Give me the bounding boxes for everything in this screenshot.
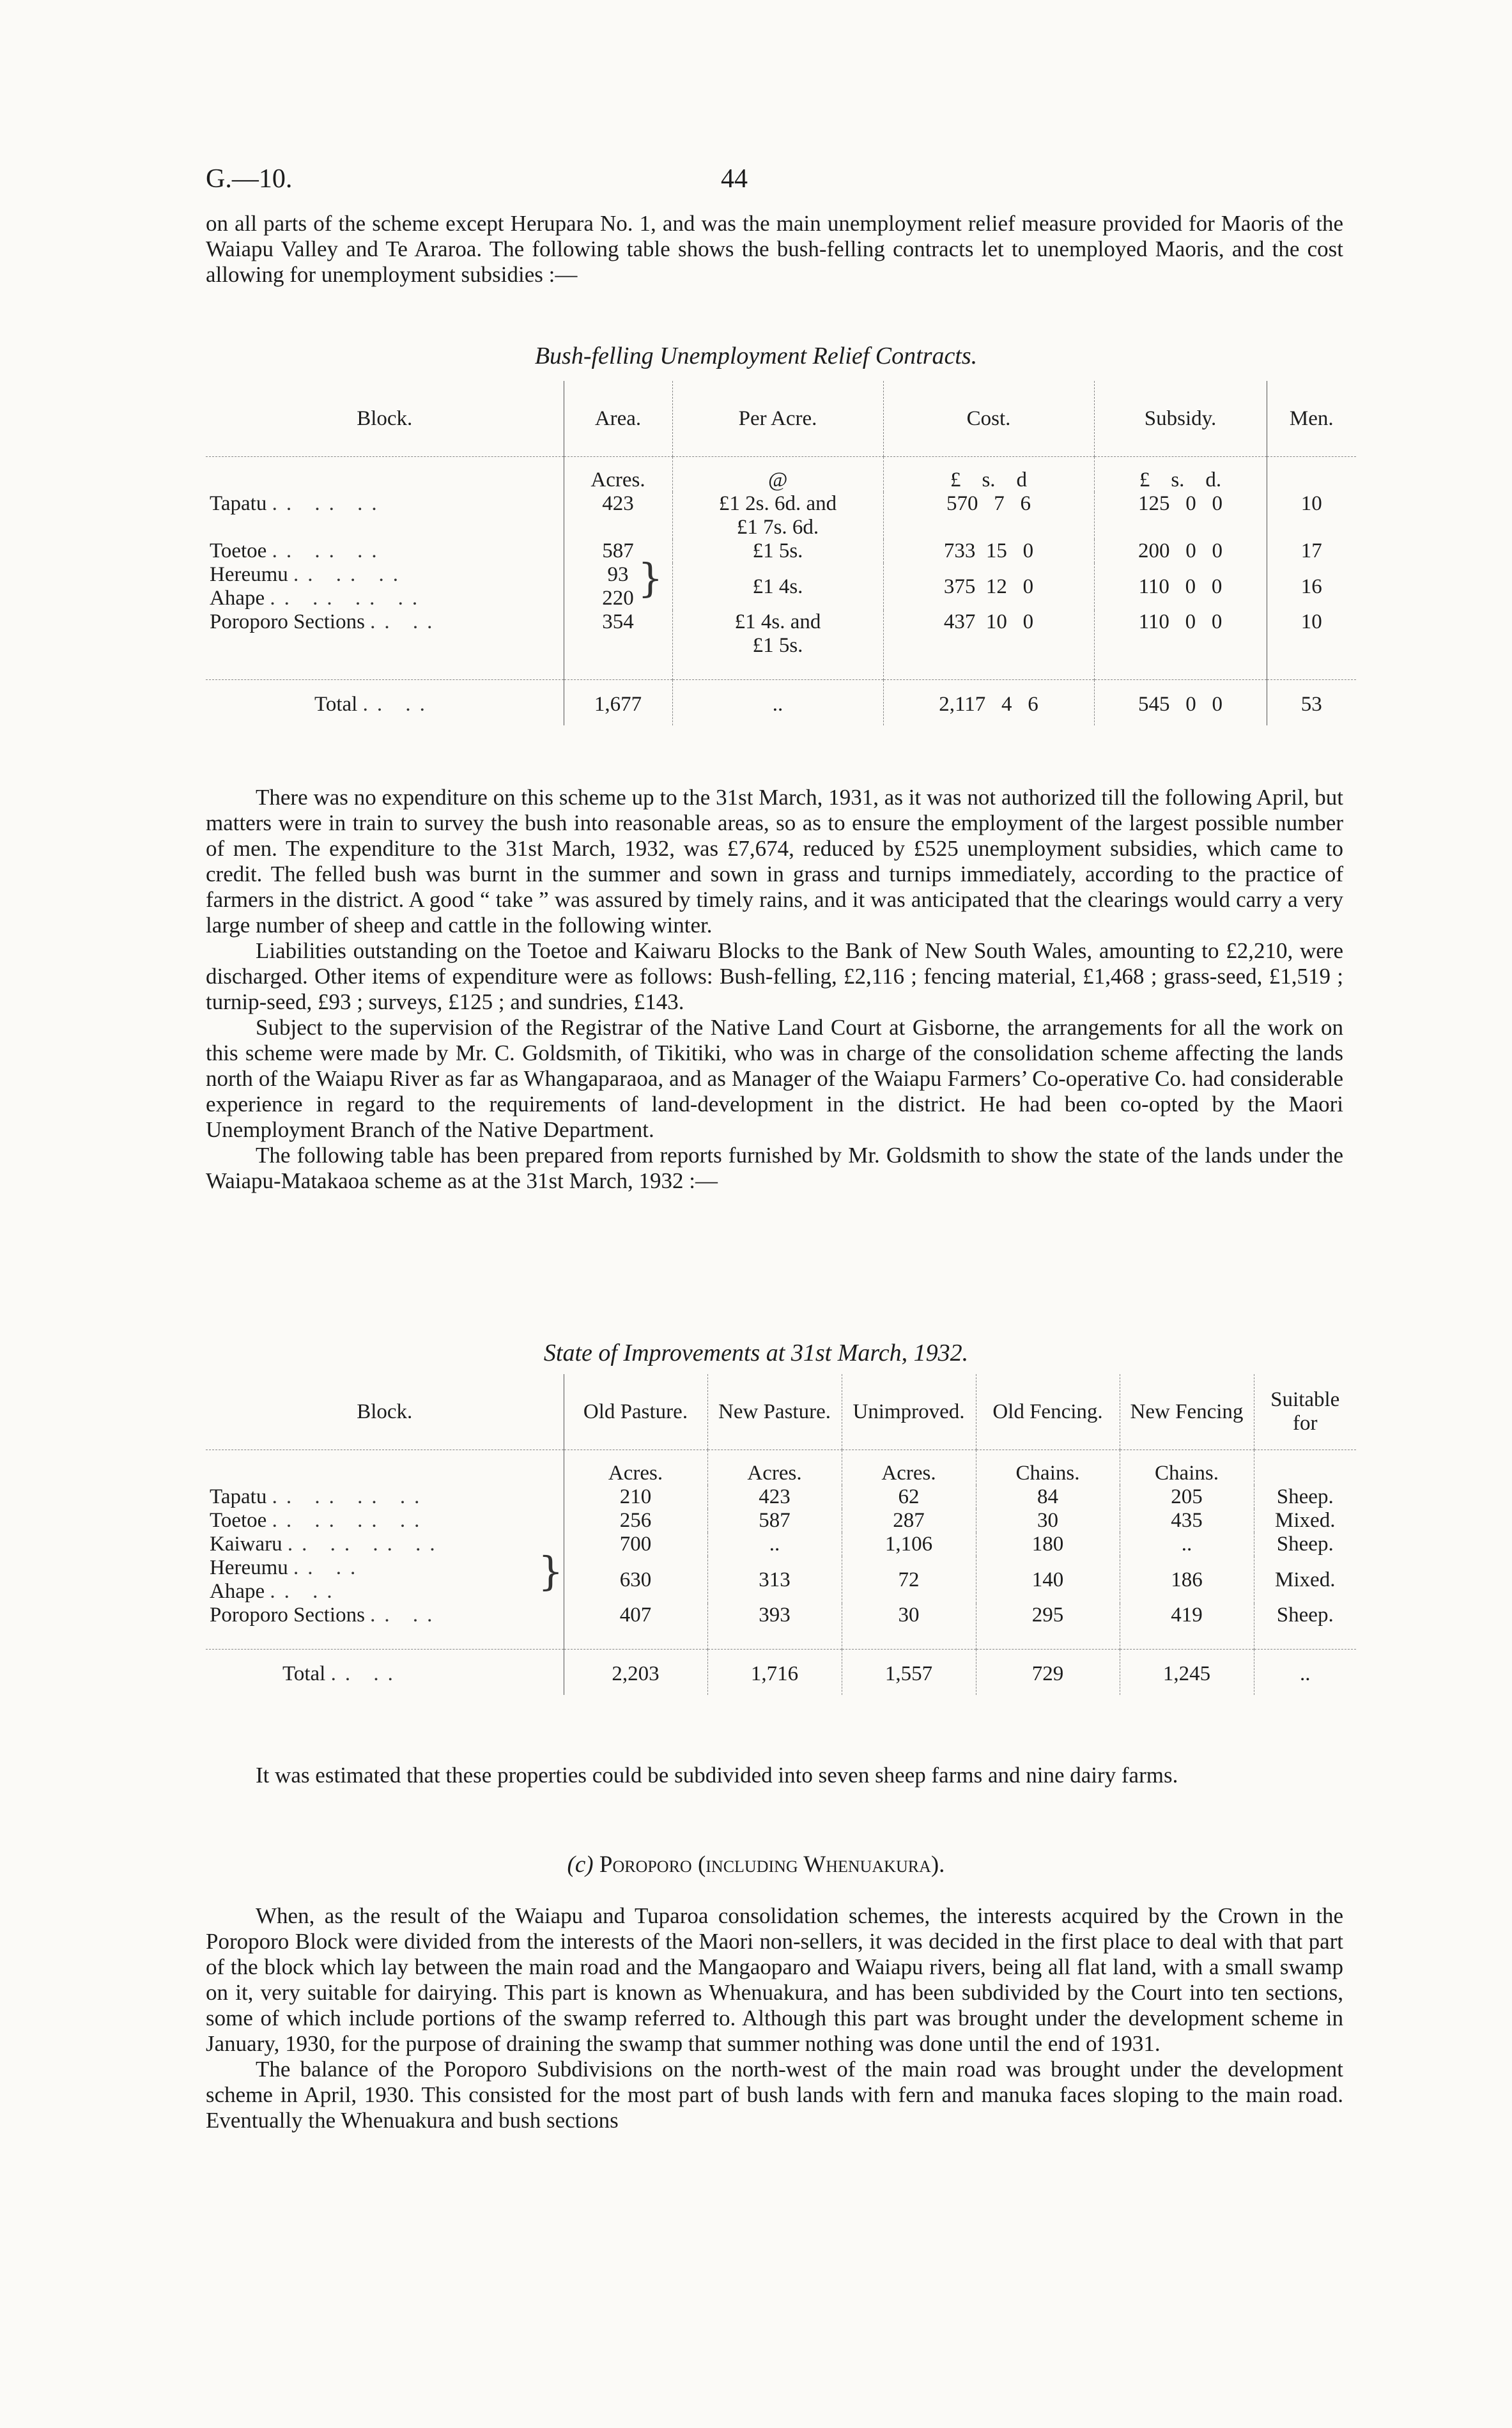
t2-new-fencing: 419 xyxy=(1120,1604,1254,1650)
body-section-3 xyxy=(206,1903,1343,2133)
t1-total-cost: 2,117 4 6 xyxy=(883,680,1094,726)
t1-header-per-acre: Per Acre. xyxy=(672,381,883,457)
intro-text: on all parts of the scheme except Herupara No. 1, and was the main unemployment relief measure provided for Maoris of the Waiapu Valley and Te Araroa. The following table shows the bush-felling contracts let to unemployed Maoris, and the cost allowing for unemployment subsidies :— xyxy=(206,211,1343,287)
t2-total-label: Total xyxy=(282,1662,326,1685)
t2-suitable: Sheep. xyxy=(1254,1533,1356,1556)
t2-block: Tapatu xyxy=(210,1485,267,1508)
t1-total-per-acre: .. xyxy=(672,680,883,726)
brace-mark: } xyxy=(638,555,663,601)
t1-subsidy: 200 0 0 xyxy=(1094,539,1267,563)
table-row: Toetoe .. .. .. .. 256 587 287 30 435 Mixed. xyxy=(206,1509,1356,1533)
t2-unit: Acres. xyxy=(564,1450,707,1486)
t1-cost: 733 15 0 xyxy=(883,539,1094,563)
t2-old-pasture: 407 xyxy=(564,1604,707,1650)
t1-area: 93 xyxy=(607,563,629,586)
t1-unit-cost: £ s. d xyxy=(883,457,1094,493)
t2-header-suitable: Suitable for xyxy=(1254,1374,1356,1450)
t2-old-fencing: 180 xyxy=(976,1533,1120,1556)
t2-unimproved: 62 xyxy=(842,1485,976,1509)
t2-new-pasture: 587 xyxy=(707,1509,842,1533)
t2-new-fencing: 205 xyxy=(1120,1485,1254,1509)
t2-new-pasture: 423 xyxy=(707,1485,842,1509)
table-row: Poroporo Sections .. .. 407 393 30 295 419 Sheep. xyxy=(206,1604,1356,1650)
t1-men: 10 xyxy=(1267,610,1356,680)
paragraph: Liabilities outstanding on the Toetoe and Kaiwaru Blocks to the Bank of New South Wales, amounting to £2,210, were discharged. Other items of expenditure were as follows: Bush-felling, £2,116 ; fencing material, £1,468 ; grass-seed, £1,519 ; turnip-seed, £93 ; surveys, £125 ; and sundries, £143. xyxy=(206,938,1343,1014)
table2-caption: State of Improvements at 31st March, 1932. xyxy=(543,1340,969,1366)
t1-men: 10 xyxy=(1267,492,1356,539)
t2-new-pasture: 393 xyxy=(707,1604,842,1650)
bush-felling-table xyxy=(206,381,1356,725)
table-total-row: Total .. .. 2,203 1,716 1,557 729 1,245 .. xyxy=(206,1650,1356,1696)
t1-total-men: 53 xyxy=(1267,680,1356,726)
t1-unit-per-acre: @ xyxy=(672,457,883,493)
t1-area: 354 xyxy=(564,610,672,680)
t1-subsidy: 110 0 0 xyxy=(1094,563,1267,610)
t1-total-label: Total xyxy=(314,693,358,716)
table-row: Kaiwaru .. .. .. .. 700 .. 1,106 180 .. Sheep. xyxy=(206,1533,1356,1556)
t1-per-acre-2: £1 7s. 6d. xyxy=(736,516,819,539)
t2-total-unimproved: 1,557 xyxy=(842,1650,976,1696)
table-row: Toetoe .. .. .. 587 £1 5s. 733 15 0 200 0 0 17 xyxy=(206,539,1356,563)
t2-unit: Acres. xyxy=(707,1450,842,1486)
t1-header-area: Area. xyxy=(564,381,672,457)
paragraph: The following table has been prepared from reports furnished by Mr. Goldsmith to show the state of the lands under the Waiapu-Matakaoa scheme as at the 31st March, 1932 :— xyxy=(206,1143,1343,1193)
t1-total-subsidy: 545 0 0 xyxy=(1094,680,1267,726)
t1-area-2: 220 xyxy=(602,587,634,610)
t1-unit-area: Acres. xyxy=(564,457,672,493)
t2-new-fencing: 186 xyxy=(1120,1556,1254,1604)
t2-new-fencing: 435 xyxy=(1120,1509,1254,1533)
t1-per-acre: £1 2s. 6d. and xyxy=(718,492,837,515)
t1-subsidy: 110 0 0 xyxy=(1094,610,1267,680)
t2-header-unimproved: Unimproved. xyxy=(842,1374,976,1450)
t1-per-acre: £1 5s. xyxy=(672,539,883,563)
t1-subsidy: 125 0 0 xyxy=(1094,492,1267,539)
t2-total-new-fencing: 1,245 xyxy=(1120,1650,1254,1696)
t2-unit: Chains. xyxy=(1120,1450,1254,1486)
t1-cost: 437 10 0 xyxy=(883,610,1094,680)
body-section-1 xyxy=(206,785,1343,1194)
table1-caption: Bush-felling Unemployment Relief Contracts. xyxy=(534,343,978,369)
table-row: Tapatu .. .. .. 423 £1 2s. 6d. and £1 7s. 6d. 570 7 6 125 0 0 10 xyxy=(206,492,1356,539)
t1-cost: 570 7 6 xyxy=(883,492,1094,539)
t2-header-block: Block. xyxy=(206,1374,564,1450)
t2-old-fencing: 140 xyxy=(976,1556,1120,1604)
t2-unimproved: 287 xyxy=(842,1509,976,1533)
paragraph: The balance of the Poroporo Subdivisions on the north-west of the main road was brought under the development scheme in April, 1930. This consisted for the most part of bush lands with fern and manuka faces sloping to the main road. Eventually the Whenuakura and bush sections xyxy=(206,2057,1343,2133)
t2-total-new-pasture: 1,716 xyxy=(707,1650,842,1696)
t2-block: Poroporo Sections xyxy=(210,1604,365,1627)
paragraph: It was estimated that these properties could be subdivided into seven sheep farms and nine dairy farms. xyxy=(256,1763,1178,1788)
t2-new-pasture: 313 xyxy=(707,1556,842,1604)
paragraph: There was no expenditure on this scheme up to the 31st March, 1931, as it was not authorized till the following April, but matters were in train to survey the bush into reasonable areas, so as to ensure the employment of the largest possible number of men. The expenditure to the 31st March, 1932, was £7,674, reduced by £525 unemployment subsidies, which came to credit. The felled bush was burnt in the summer and sown in grass and turnips immediately, according to the practice of farmers in the district. A good “ take ” was assured by timely rains, and it was anticipated that the clearings would carry a very large number of sheep and cattle in the following winter. xyxy=(206,785,1343,938)
t1-block: Poroporo Sections xyxy=(210,610,365,633)
t1-header-subsidy: Subsidy. xyxy=(1094,381,1267,457)
t1-total-area: 1,677 xyxy=(564,680,672,726)
paragraph: When, as the result of the Waiapu and Tuparoa consolidation schemes, the interests acquired by the Crown in the Poroporo Block were divided from the interests of the Maori non-sellers, it was decided in the first place to deal with that part of the block which lay between the main road and the Mangaoparo and Waiapu rivers, being all flat land, with a small swamp on it, very suitable for dairying. This part is known as Whenuakura, and has been subdivided by the Court into ten sections, some of which include portions of the swamp referred to. Although this part was brought under the development scheme in January, 1930, for the purpose of draining the swamp that summer nothing was done until the end of 1931. xyxy=(206,1903,1343,2056)
table-total-row: Total .. .. 1,677 .. 2,117 4 6 545 0 0 53 xyxy=(206,680,1356,726)
t2-unimproved: 30 xyxy=(842,1604,976,1650)
t2-total-old-fencing: 729 xyxy=(976,1650,1120,1696)
page-number: 44 xyxy=(721,164,748,194)
brace-mark: } xyxy=(538,1548,564,1595)
t2-header-old-fencing: Old Fencing. xyxy=(976,1374,1120,1450)
t1-men: 16 xyxy=(1267,563,1356,610)
improvements-table xyxy=(206,1374,1356,1695)
t2-old-pasture: 210 xyxy=(564,1485,707,1509)
table-row: Hereumu .. .. Ahape .. .. } 630 313 72 140 186 Mixed. xyxy=(206,1556,1356,1604)
t2-old-fencing: 84 xyxy=(976,1485,1120,1509)
t2-old-fencing: 295 xyxy=(976,1604,1120,1650)
t1-area: 587 xyxy=(564,539,672,563)
t1-men: 17 xyxy=(1267,539,1356,563)
t1-block: Toetoe xyxy=(210,539,267,562)
t2-block: Hereumu xyxy=(210,1556,288,1579)
t1-per-acre-2: £1 5s. xyxy=(752,634,803,657)
intro-paragraph xyxy=(206,211,1343,288)
t2-header-new-fencing: New Fencing xyxy=(1120,1374,1254,1450)
t1-area: 423 xyxy=(564,492,672,539)
t2-header-old-pasture: Old Pasture. xyxy=(564,1374,707,1450)
section-label: (c) xyxy=(567,1852,594,1878)
table-row: Tapatu .. .. .. .. 210 423 62 84 205 Sheep. xyxy=(206,1485,1356,1509)
t1-header-men: Men. xyxy=(1267,381,1356,457)
t2-suitable: Sheep. xyxy=(1254,1485,1356,1509)
t2-header-new-pasture: New Pasture. xyxy=(707,1374,842,1450)
t1-block: Hereumu xyxy=(210,563,288,586)
t1-header-cost: Cost. xyxy=(883,381,1094,457)
t1-per-acre: £1 4s. and xyxy=(734,610,821,633)
t1-unit-subsidy: £ s. d. xyxy=(1094,457,1267,493)
body-section-2 xyxy=(206,1763,1343,1788)
t2-unimproved: 72 xyxy=(842,1556,976,1604)
t2-unimproved: 1,106 xyxy=(842,1533,976,1556)
t2-suitable: Mixed. xyxy=(1254,1509,1356,1533)
t2-total-old-pasture: 2,203 xyxy=(564,1650,707,1696)
t2-total-suitable: .. xyxy=(1254,1650,1356,1696)
section-heading xyxy=(0,1851,1512,1878)
t2-block: Kaiwaru xyxy=(210,1533,282,1556)
t1-block-2: Ahape xyxy=(210,587,265,610)
table-row: Hereumu .. .. .. Ahape .. .. .. .. 93 220 } £1 4s. 375 12 0 110 0 0 16 xyxy=(206,563,1356,610)
t2-old-fencing: 30 xyxy=(976,1509,1120,1533)
section-title: Poroporo (including Whenuakura). xyxy=(599,1852,945,1878)
t2-new-pasture: .. xyxy=(707,1533,842,1556)
table-row: Poroporo Sections .. .. 354 £1 4s. and £1 5s. 437 10 0 110 0 0 10 xyxy=(206,610,1356,680)
t2-suitable: Mixed. xyxy=(1254,1556,1356,1604)
t2-old-pasture: 700 xyxy=(564,1533,707,1556)
t1-header-block: Block. xyxy=(206,381,564,457)
t2-unit: Chains. xyxy=(976,1450,1120,1486)
t2-block: Toetoe xyxy=(210,1509,267,1532)
t2-old-pasture: 256 xyxy=(564,1509,707,1533)
t1-block: Tapatu xyxy=(210,492,267,515)
t2-unit: Acres. xyxy=(842,1450,976,1486)
paragraph: Subject to the supervision of the Registrar of the Native Land Court at Gisborne, the arrangements for all the work on this scheme were made by Mr. C. Goldsmith, of Tikitiki, who was in charge of the consolidation scheme affecting the lands north of the Waiapu River as far as Whangaparaoa, and as Manager of the Waiapu Farmers’ Co-operative Co. had considerable experience in regard to the requirements of land-development in the district. He had been co-opted by the Maori Unemployment Branch of the Native Department. xyxy=(206,1015,1343,1142)
t1-cost: 375 12 0 xyxy=(883,563,1094,610)
page-header-ref: G.—10. xyxy=(206,164,293,194)
t2-suitable: Sheep. xyxy=(1254,1604,1356,1650)
t2-block-2: Ahape xyxy=(210,1580,265,1603)
t1-per-acre: £1 4s. xyxy=(672,563,883,610)
t2-old-pasture: 630 xyxy=(564,1556,707,1604)
t2-new-fencing: .. xyxy=(1120,1533,1254,1556)
